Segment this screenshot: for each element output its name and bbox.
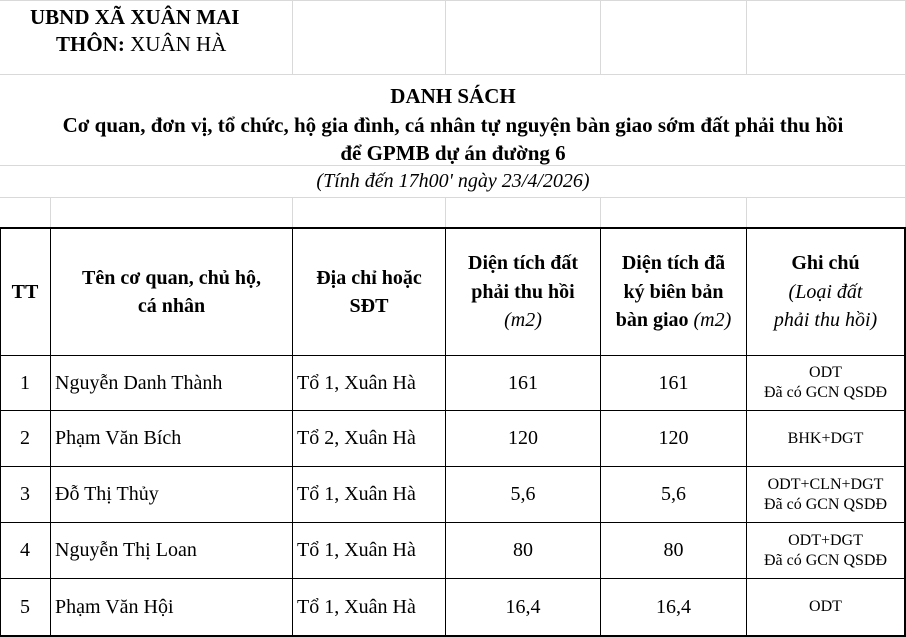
cell-area: 5,6 <box>510 483 536 506</box>
doc-subtitle-2: để GPMB dự án đường 6 <box>340 141 566 165</box>
cell-area: 120 <box>508 427 538 450</box>
cell-address: Tổ 1, Xuân Hà <box>297 539 416 562</box>
col-header-signed-unit: (m2) <box>693 309 732 332</box>
cell-note <box>747 411 904 466</box>
cell-tt: 5 <box>20 595 30 618</box>
cell-name: Đỗ Thị Thủy <box>55 483 159 506</box>
cell-address: Tổ 1, Xuân Hà <box>297 595 416 618</box>
col-header-address-line1: Địa chỉ hoặc <box>316 266 422 289</box>
cell-note-line2: Đã có GCN QSDĐ <box>763 495 888 513</box>
col-header-note-line3: phải thu hồi) <box>773 309 878 332</box>
col-header-tt-label: TT <box>11 280 39 303</box>
col-header-area-line1: Diện tích đất <box>468 252 578 275</box>
org-name: UBND XÃ XUÂN MAI <box>30 5 240 29</box>
col-header-signed-line2: ký biên bản <box>623 280 724 303</box>
cell-address: Tổ 1, Xuân Hà <box>297 371 416 394</box>
cell-name: Phạm Văn Bích <box>55 427 182 450</box>
col-header-note <box>747 229 904 355</box>
cell-signed-area: 5,6 <box>661 483 686 506</box>
cell-signed-area: 120 <box>658 427 689 450</box>
village-line <box>56 32 226 57</box>
col-header-note-line2: (Loại đất <box>788 280 863 303</box>
col-header-address <box>293 229 445 355</box>
col-header-name <box>51 229 292 355</box>
col-header-tt <box>0 229 50 355</box>
cell-note-line2: Đã có GCN QSDĐ <box>763 384 888 401</box>
village-name: XUÂN HÀ <box>130 32 227 56</box>
cell-tt: 3 <box>20 483 30 506</box>
col-header-area-unit: (m2) <box>504 309 542 332</box>
village-label: THÔN: <box>56 32 125 56</box>
cell-note <box>747 523 904 578</box>
cell-note <box>747 356 904 410</box>
cell-name: Nguyễn Thị Loan <box>55 539 197 562</box>
cell-tt: 4 <box>20 539 30 562</box>
col-header-name-line1: Tên cơ quan, chủ hộ, <box>82 266 261 289</box>
col-header-signed-line3 <box>616 308 732 332</box>
col-header-area <box>446 229 600 355</box>
cell-signed-area: 80 <box>663 539 684 562</box>
cell-note-line1: ODT <box>809 598 842 615</box>
cell-area: 80 <box>513 539 533 562</box>
col-header-signed-label: bàn giao <box>615 309 689 332</box>
cell-name: Phạm Văn Hội <box>55 595 174 618</box>
cell-signed-area: 16,4 <box>656 595 691 618</box>
col-header-area-line2: phải thu hồi <box>471 280 575 303</box>
cell-signed-area: 161 <box>658 371 689 394</box>
cell-note <box>747 467 904 522</box>
date-note: (Tính đến 17h00' ngày 23/4/2026) <box>316 170 590 192</box>
cell-address: Tổ 2, Xuân Hà <box>297 427 416 450</box>
cell-note <box>747 579 904 635</box>
cell-note-line1: BHK+DGT <box>787 429 864 447</box>
col-header-address-line2: SĐT <box>349 295 389 317</box>
cell-tt: 2 <box>20 427 30 450</box>
cell-area: 161 <box>508 371 538 394</box>
col-header-signed-line1: Diện tích đã <box>621 252 726 275</box>
cell-tt: 1 <box>20 371 30 394</box>
cell-note-line1: ODT+CLN+DGT <box>767 475 884 493</box>
col-header-note-line1: Ghi chú <box>791 252 860 275</box>
doc-title: DANH SÁCH <box>390 84 516 108</box>
cell-note-line1: ODT+DGT <box>788 531 863 549</box>
cell-note-line2: Đã có GCN QSDĐ <box>763 551 888 569</box>
cell-note-line1: ODT <box>809 364 842 381</box>
doc-subtitle-1: Cơ quan, đơn vị, tổ chức, hộ gia đình, cá nhân tự nguyện bàn giao sớm đất phải thu hồi <box>62 113 844 137</box>
cell-area: 16,4 <box>505 595 541 618</box>
col-header-name-line2: cá nhân <box>137 295 206 317</box>
cell-address: Tổ 1, Xuân Hà <box>297 483 416 506</box>
cell-name: Nguyễn Danh Thành <box>55 371 223 394</box>
col-header-signed-area <box>601 229 746 355</box>
